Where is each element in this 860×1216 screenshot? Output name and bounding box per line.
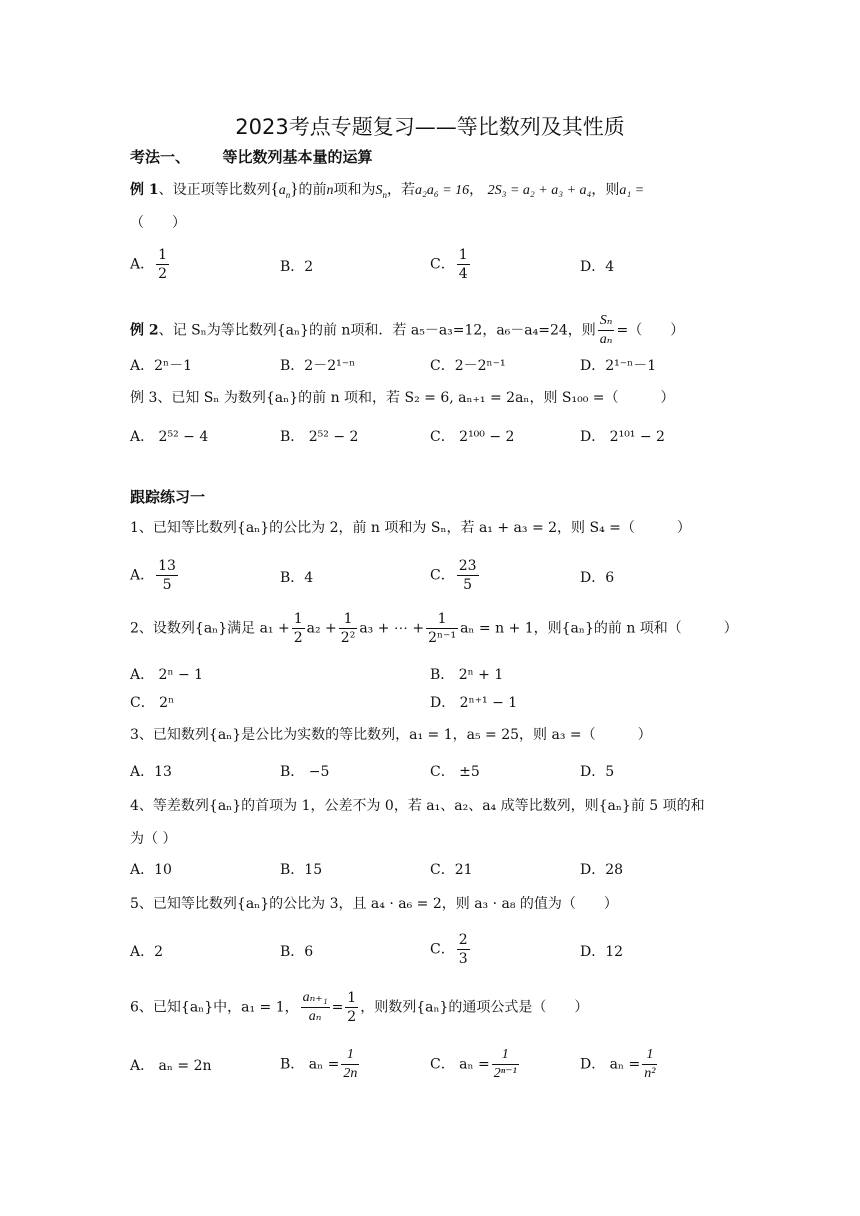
fraction [457,557,479,594]
ex2-option-a: A．2ⁿ－1 [130,358,192,374]
denominator: 2ⁿ⁻¹ [493,1066,517,1081]
method-heading [130,146,373,167]
denominator: aₙ [599,332,613,347]
fraction [457,931,470,968]
p3-option-d: D．5 [580,764,615,780]
denominator: 2ⁿ⁻¹ [428,630,457,646]
ex1-n: n [326,183,334,198]
p5-option-c [430,931,472,968]
option-label: C． [430,941,455,958]
example-2-label: 例 2 [130,322,159,339]
practice-5-question: 5、已知等比数列{aₙ}的公比为 3，且 a₄ · a₆ = 2，则 a₃ · a₈ 的值为（ ） [130,896,618,912]
fraction [292,610,305,647]
numerator: 1 [458,247,468,263]
p2-option-b: B． 2ⁿ + 1 [430,667,504,683]
option-label: A． [130,256,155,273]
ex1-eq3: a₁ = [619,183,645,198]
p5-option-a: A．2 [130,944,164,960]
numerator: 1 [642,1046,657,1065]
option-label: A． [130,567,155,584]
p1-option-b: B．4 [280,570,314,586]
ex2-tail: =（ ） [616,322,685,339]
p4-option-b: B．15 [280,862,323,878]
fraction [457,246,470,283]
practice-3-question: 3、已知数列{aₙ}是公比为实数的等比数列，a₁ = 1，a₅ = 25，则 a₃ =（ ） [130,727,652,743]
example-1-question [130,179,644,205]
ex3-option-c: C． 2¹⁰⁰ − 2 [430,429,515,445]
ex1-text: 项和为 [333,182,376,198]
ex1-sep: ， [469,182,484,198]
ex1-seq: $\{a_n\}$ [270,179,299,200]
option-label: B． aₙ = [280,1056,340,1073]
practice-2-question [130,610,738,647]
ex1-text: ，若 [386,182,415,198]
fraction [156,246,169,283]
p4-option-c: C．21 [430,862,473,878]
practice-4-question: 4、等差数列{aₙ}的首项为 1，公差不为 0，若 a₁、a₂、a₄ 成等比数列，则{aₙ}前 5 项的和 [130,798,705,814]
denominator: 5 [463,577,473,593]
ex2-option-b: B．2－2¹⁻ⁿ [280,358,356,374]
fraction [426,610,458,647]
denominator: 2n [343,1066,358,1081]
p1-option-a [130,557,180,594]
ex3-option-d: D． 2¹⁰¹ − 2 [580,429,665,445]
numerator: 1 [293,611,303,627]
numerator: 1 [341,1046,359,1065]
fraction [341,1046,359,1083]
numerator: 23 [458,558,477,574]
page-title: 2023考点专题复习——等比数列及其性质 [235,115,625,139]
denominator: aₙ [308,1009,322,1024]
p2-option-c: C． 2ⁿ [130,695,175,711]
practice-1-question: 1、已知等比数列{aₙ}的公比为 2，前 n 项和为 Sₙ，若 a₁ + a₃ = 2，则 S₄ =（ ） [130,520,691,536]
option-label: C． [430,567,455,584]
ex2-option-c: C．2－2ⁿ⁻¹ [430,358,506,374]
numerator: 1 [347,990,357,1006]
numerator: 2 [458,932,468,948]
p4-option-a: A．10 [130,862,172,878]
ex1-option-d: D．4 [580,259,615,275]
fraction [339,610,358,647]
p6-option-b [280,1046,361,1083]
denominator: 2 [158,266,168,282]
p5-option-d: D．12 [580,944,624,960]
numerator: Sₙ [598,312,615,331]
denominator: 4 [458,266,468,282]
ex1-sn: $S_n$ [375,183,387,200]
example-1-paren: （ ） [130,215,186,231]
ex3-option-b: B． 2⁵² − 2 [280,429,359,445]
fraction [345,989,358,1026]
fraction [301,989,330,1026]
practice-heading: 跟踪练习一 [130,488,206,506]
p6-tail: ，则数列{aₙ}的通项公式是（ ） [360,999,589,1016]
p5-option-b: B．6 [280,944,314,960]
p4-option-d: D．28 [580,862,624,878]
ex1-option-a [130,246,171,283]
p3-option-b: B． −5 [280,764,330,780]
numerator: 1 [158,247,168,263]
ex1-text: 、设正项等比数列 [158,182,271,198]
method-name: 等比数列基本量的运算 [222,148,373,166]
ex1-eq2: 2S₃ = a₂ + a₃ + a₄ [487,183,592,198]
example-3-question: 例 3、已知 Sₙ 为数列{aₙ}的前 n 项和，若 S₂ = 6, aₙ₊₁ = 2aₙ，则 S₁₀₀ =（ ） [130,390,675,406]
example-1-label: 例 1 [130,182,159,198]
p2-tail: aₙ = n + 1，则{aₙ}的前 n 项和（ ） [460,620,738,637]
numerator: 1 [339,610,358,629]
denominator: 2² [340,630,356,646]
p6-lead: 6、已知{aₙ}中，a₁ = 1， [130,999,299,1016]
denominator: 5 [162,577,172,593]
ex2-option-d: D．2¹⁻ⁿ－1 [580,358,657,374]
ex3-option-a: A． 2⁵² − 4 [130,429,209,445]
p3-option-a: A．13 [130,764,172,780]
denominator: 2 [347,1009,357,1025]
fraction [156,557,178,594]
numerator: aₙ₊₁ [301,989,330,1008]
ex1-option-b: B．2 [280,259,314,275]
p6-option-c [430,1046,521,1083]
p6-eq: = [331,999,344,1016]
ex1-eq1: a₂a₆ = 16 [414,183,470,198]
p2-mid: a₂ + [306,620,337,637]
p2-option-a: A． 2ⁿ − 1 [130,667,204,683]
denominator: 3 [458,951,468,967]
practice-4-question-cont: 为（ ） [130,831,177,847]
numerator: 1 [426,610,458,629]
fraction [492,1046,519,1083]
example-2-question [130,312,684,349]
denominator: 2 [293,630,303,646]
numerator: 1 [492,1046,519,1065]
p2-option-d: D． 2ⁿ⁺¹ − 1 [430,695,518,711]
method-number: 考法一、 [130,148,191,166]
option-label: D． aₙ = [580,1056,641,1073]
p1-option-d: D．6 [580,570,615,586]
numerator: 13 [158,558,176,574]
ex1-text: 的前 [298,182,327,198]
ex2-text: 、记 Sₙ为等比数列{aₙ}的前 n项和．若 a₅－a₃=12，a₆－a₄=24，则 [158,322,596,339]
p6-option-a: A． aₙ = 2n [130,1058,212,1074]
practice-6-question [130,989,588,1026]
p1-option-c [430,557,481,594]
denominator: n² [644,1066,656,1081]
option-label: C． aₙ = [430,1056,490,1073]
p6-option-d [580,1046,659,1083]
fraction [642,1046,657,1083]
ex1-option-c [430,246,472,283]
p2-mid: a₃ + ⋯ + [359,620,425,637]
fraction [598,312,615,349]
ex1-text: ，则 [591,182,620,198]
p3-option-c: C． ±5 [430,764,480,780]
p2-lead: 2、设数列{aₙ}满足 a₁ + [130,620,290,637]
option-label: C． [430,256,455,273]
